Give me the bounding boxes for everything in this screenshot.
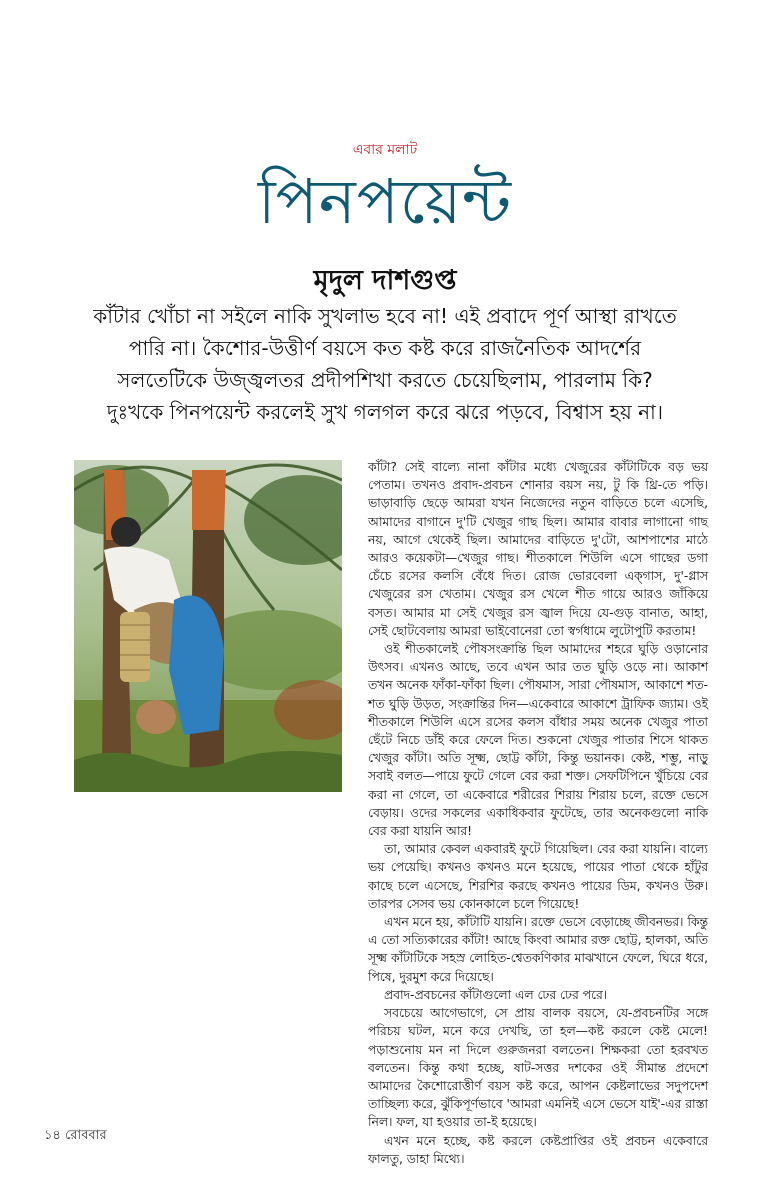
- page-folio: ১৪ রোববার: [44, 1128, 107, 1143]
- author-byline: মৃদুল দাশগুপ্ত: [313, 265, 457, 296]
- standfirst-line: সলতেটিকে উজ্জ্বলতর প্রদীপশিখা করতে চেয়েছিলাম, পারলাম কি?: [117, 368, 653, 392]
- body-paragraph: এখন মনে হয়, কাঁটাটি যায়নি। রক্তে ভেসে বেড়াচ্ছে জীবনভর। কিন্তু এ তো সত্যিকারের কাঁটা! আছে কিংবা আমার রক্ত ছোট্ট, হালকা, অতি সূক্ষ্ম কাঁটাটিকে সহস্র লোহিত-শ্বেতকণিকার মাঝখানে ফেলে, ঘিরে ধরে, পিষে, দুরমুশ করে দিয়েছে।: [368, 915, 708, 984]
- article-body: [368, 458, 708, 1168]
- date-palm-tapper-photo: [74, 460, 342, 792]
- body-paragraph: কাঁটা? সেই বাল্যে নানা কাঁটার মধ্যে খেজুরের কাঁটাটিকে বড় ভয় পেতাম। তখনও প্রবাদ-প্রবচন শোনার বয়স নয়, টু কি থ্রি-তে পড়ি। ভাড়াবাড়ি ছেড়ে আমরা যখন নিজেদের নতুন বাড়িতে চলে এসেছি, আমাদের বাগানে দু'টি খেজুর গাছ ছিল। আমার বাবার লাগানো গাছ নয়, আগে থেকেই ছিল। আমাদের বাড়িতে দু'টো, আশপাশের মাঠে আরও কয়েকটা—খেজুর গাছ। শীতকালে শিউলি এসে গাছের ডগা চেঁচে রসের কলসি বেঁধে দিত। রোজ ভোরবেলা এক্গাস, দু'-গ্লাস খেজুরের রস খেতাম। খেজুর রস খেলে শীত গায়ে আরও জাঁকিয়ে বসত। আমার মা সেই খেজুর রস জ্বাল দিয়ে যে-গুড় বানাত, আহা, সেই ছোটবেলায় আমরা ভাইবোনেরা তো স্বর্গধামে লুটোপুটি করতাম!: [368, 460, 708, 638]
- body-paragraph: সবচেয়ে আগেভাগে, সে প্রায় বালক বয়সে, যে-প্রবচনটির সঙ্গে পরিচয় ঘটল, মনে করে দেখছি, তা হল—কষ্ট করলে কেষ্ট মেলে! পড়াশুনোয় মন না দিলে গুরুজনরা বলতেন। শিক্ষকরা তো হরবখত বলতেন। কিন্তু কথা হচ্ছে, ষাট-সত্তর দশকের ওই সীমান্ত প্রদেশে আমাদের কৈশোরোত্তীর্ণ বয়স কষ্ট করে, আপন কেষ্টলাভের সদুপদেশ তাচ্ছিল্য করে, ঝুঁকিপূর্ণভাবে 'আমরা এমনিই এসে ভেসে যাই'-এর রাস্তা নিল। ফল, যা হওয়ার তা-ই হয়েছে।: [368, 1006, 708, 1130]
- standfirst-line: পারি না। কৈশোর-উত্তীর্ণ বয়সে কত কষ্ট করে রাজনৈতিক আদর্শের: [128, 336, 642, 360]
- standfirst-line: কাঁটার খোঁচা না সইলে নাকি সুখলাভ হবে না! এই প্রবাদে পূর্ণ আস্থা রাখতে: [93, 304, 677, 328]
- body-paragraph: প্রবাদ-প্রবচনের কাঁটাগুলো এল ঢের ঢের পরে।: [384, 987, 608, 1002]
- standfirst: [60, 300, 710, 428]
- section-kicker: এবার মলাট: [352, 142, 418, 158]
- body-paragraph: ওই শীতকালেই পৌষসংক্রান্তি ছিল আমাদের শহরে ঘুড়ি ওড়ানোর উৎসব। এখনও আছে, তবে এখন আর তত ঘুড়ি ওড়ে না। আকাশ তখন অনেক ফাঁকা-ফাঁকা ছিল। পৌষমাস, সারা পৌষমাস, আকাশে শত-শত ঘুড়ি উড়ত, সংক্রান্তির দিন—একেবারে আকাশে ট্রাফিক জ্যাম। ওই শীতকালে শিউলি এসে রসের কলস বাঁধার সময় অনেক খেজুর পাতা ছেঁটে নিচে ডাঁই করে ফেলে দিত। শুকনো খেজুর পাতার শিসে থাকত খেজুর কাঁটা। অতি সূক্ষ্ম, ছোট্ট কাঁটা, কিন্তু ভয়ানক। কেষ্ট, শম্ভু, নাড়ু সবাই বলত—পায়ে ফুটে গেলে বের করা শক্ত। সেফটিপিনে খুঁচিয়ে বের করা না গেলে, তা একেবারে শরীরের শিরায় শিরায় চলে, রক্তে ভেসে বেড়ায়। ওদের সকলের একাধিকবার ফুটেছে, তার অনেকগুলো নাকি বের করা যায়নি আর!: [368, 642, 708, 839]
- body-paragraph: তা, আমার কেবল একবারই ফুটে গিয়েছিল। বের করা যায়নি। বাল্যে ভয় পেয়েছি। কখনও কখনও মনে হয়েছে, পায়ের পাতা থেকে হাঁটুর কাছে চলে এসেছে, শিরশির করছে কখনও পায়ের ডিম, কখনও উরু। তারপর সেসব ভয় কোনকালে চলে গিয়েছে!: [368, 842, 708, 911]
- body-paragraph: এখন মনে হচ্ছে, কষ্ট করলে কেষ্টপ্রাপ্তির ওই প্রবচন একেবারে ফালতু, ডাহা মিথ্যে।: [368, 1133, 708, 1166]
- article-title: পিনপয়েন্ট: [257, 165, 513, 238]
- standfirst-line: দুঃখকে পিনপয়েন্ট করলেই সুখ গলগল করে ঝরে পড়বে, বিশ্বাস হয় না।: [106, 400, 664, 424]
